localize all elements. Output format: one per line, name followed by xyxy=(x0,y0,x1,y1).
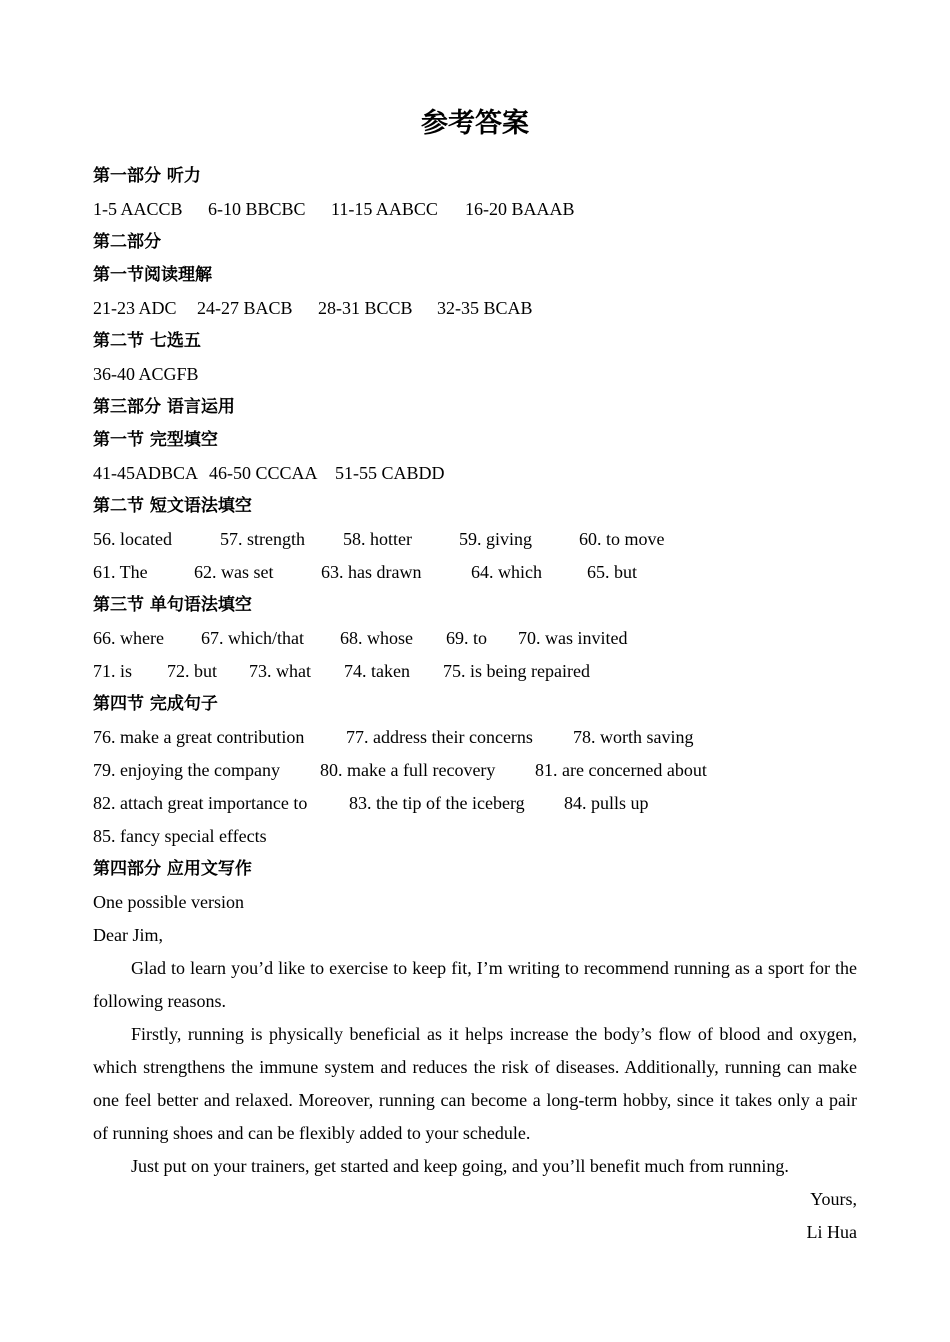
answer-item: 62. was set xyxy=(194,562,274,582)
answer-group: 41-45ADBCA xyxy=(93,463,199,483)
answer-group: 51-55 CABDD xyxy=(335,463,445,483)
part3-sec2-heading: 第二节 短文语法填空 xyxy=(93,496,252,516)
part2-heading: 第二部分 xyxy=(93,232,161,252)
answer-item: 77. address their concerns xyxy=(346,727,533,747)
letter-paragraph: Just put on your trainers, get started and keep going, and you’ll benefit much from running. xyxy=(131,1156,789,1176)
answer-item: 59. giving xyxy=(459,529,533,549)
answer-item: 83. the tip of the iceberg xyxy=(349,793,525,813)
letter-greeting: Dear Jim, xyxy=(93,925,163,945)
part3-sec4-row3 xyxy=(93,787,857,820)
part3-sec1-heading: 第一节 完型填空 xyxy=(93,430,218,450)
answer-item: 74. taken xyxy=(344,661,410,681)
answer-item: 67. which/that xyxy=(201,628,304,648)
answer-item: 66. where xyxy=(93,628,164,648)
answer-item: 82. attach great importance to xyxy=(93,793,308,813)
part1-answers xyxy=(93,193,857,226)
answer-item: 75. is being repaired xyxy=(443,661,590,681)
letter-closing: Yours, xyxy=(810,1189,857,1209)
answer-group: 46-50 CCCAA xyxy=(209,463,318,483)
part3-sec3-heading: 第三节 单句语法填空 xyxy=(93,595,252,615)
letter-paragraph: Firstly, running is physically beneficial as it helps increase the body’s flow of blood and oxygen, which strengthens the immune system and reduces the risk of diseases. Additionally, running can make one feel better and relaxed. Moreover, running can become a long-term hobby, since it takes only a pair of running shoes and can be flexibly added to your schedule. xyxy=(93,1024,857,1143)
answer-item: 60. to move xyxy=(579,529,665,549)
part3-sec4-row2 xyxy=(93,754,857,787)
answer-item: 72. but xyxy=(167,661,218,681)
letter-paragraph: Glad to learn you’d like to exercise to keep fit, I’m writing to recommend running as a sport for the following reasons. xyxy=(93,958,857,1011)
answer-item: 84. pulls up xyxy=(564,793,649,813)
answer-item: 61. The xyxy=(93,562,148,582)
part2-sec2-answers: 36-40 ACGFB xyxy=(93,364,199,384)
answer-group: 32-35 BCAB xyxy=(437,298,533,318)
answer-group: 24-27 BACB xyxy=(197,298,293,318)
answer-item: 70. was invited xyxy=(518,628,628,648)
answer-item: 69. to xyxy=(446,628,488,648)
part3-sec4-row4: 85. fancy special effects xyxy=(93,826,267,846)
part4-heading: 第四部分 应用文写作 xyxy=(93,859,252,879)
part3-sec4-row1 xyxy=(93,721,857,754)
part3-sec1-answers xyxy=(93,457,857,490)
part3-sec2-row2 xyxy=(93,556,857,589)
answer-item: 80. make a full recovery xyxy=(320,760,496,780)
answer-item: 76. make a great contribution xyxy=(93,727,305,747)
part3-sec2-row1 xyxy=(93,523,857,556)
answer-item: 68. whose xyxy=(340,628,413,648)
answer-item: 63. has drawn xyxy=(321,562,422,582)
answer-item: 78. worth saving xyxy=(573,727,694,747)
answer-sheet xyxy=(93,100,857,1249)
answer-item: 65. but xyxy=(587,562,638,582)
part2-sec2-heading: 第二节 七选五 xyxy=(93,331,201,351)
part3-heading: 第三部分 语言运用 xyxy=(93,397,235,417)
answer-item: 73. what xyxy=(249,661,311,681)
part1-heading: 第一部分 听力 xyxy=(93,166,201,186)
answer-group: 11-15 AABCC xyxy=(331,199,438,219)
answer-group: 1-5 AACCB xyxy=(93,199,183,219)
part3-sec3-row1 xyxy=(93,622,857,655)
answer-group: 16-20 BAAAB xyxy=(465,199,575,219)
part3-sec4-heading: 第四节 完成句子 xyxy=(93,694,218,714)
answer-item: 57. strength xyxy=(220,529,305,549)
part2-sec1-heading: 第一节阅读理解 xyxy=(93,265,212,285)
answer-group: 6-10 BBCBC xyxy=(208,199,306,219)
letter-signature: Li Hua xyxy=(806,1222,857,1242)
answer-item: 79. enjoying the company xyxy=(93,760,280,780)
answer-group: 21-23 ADC xyxy=(93,298,177,318)
answer-item: 56. located xyxy=(93,529,172,549)
version-label: One possible version xyxy=(93,892,244,912)
answer-item: 58. hotter xyxy=(343,529,412,549)
part2-sec1-answers xyxy=(93,292,857,325)
answer-item: 81. are concerned about xyxy=(535,760,707,780)
answer-item: 71. is xyxy=(93,661,133,681)
page-title: 参考答案 xyxy=(421,108,529,139)
answer-item: 64. which xyxy=(471,562,542,582)
part3-sec3-row2 xyxy=(93,655,857,688)
answer-group: 28-31 BCCB xyxy=(318,298,413,318)
